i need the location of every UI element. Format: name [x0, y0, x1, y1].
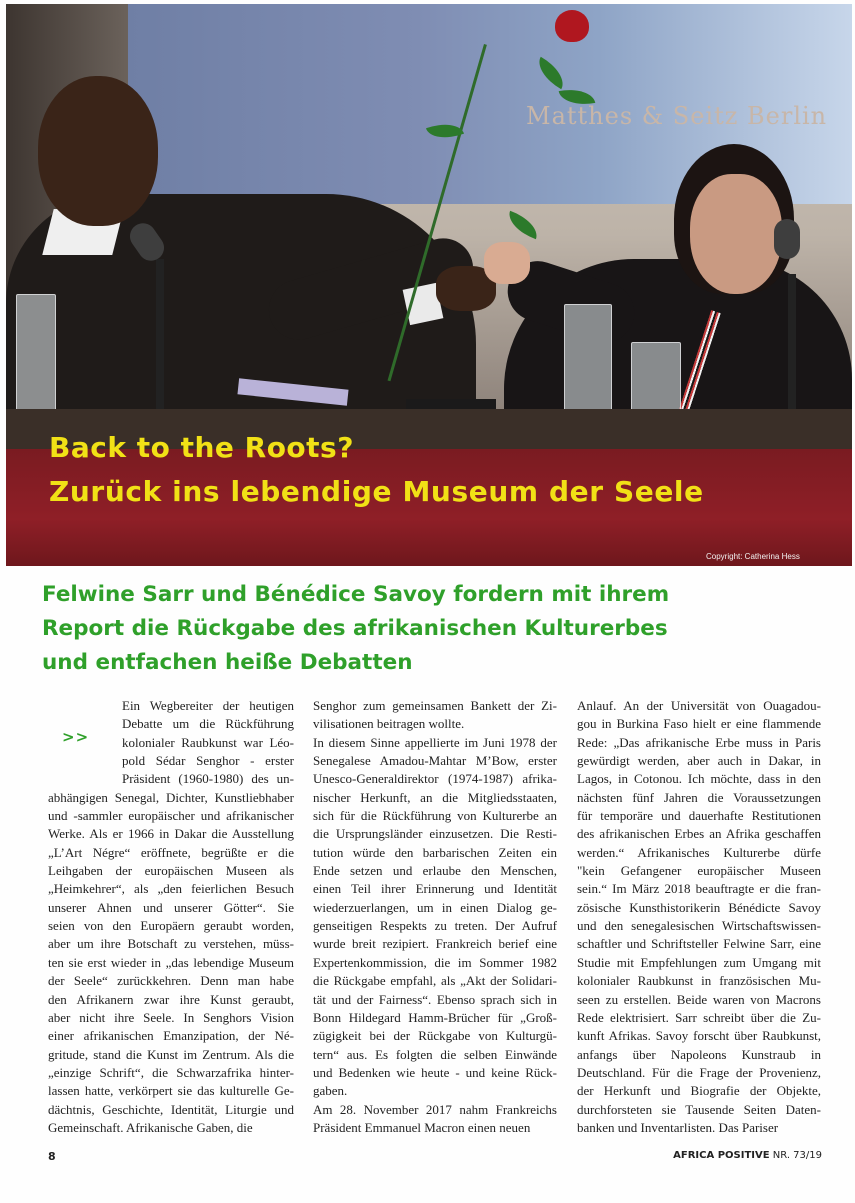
text-line: kolonialer Raubkunst in französischen Mu-: [577, 973, 821, 989]
text-line: Debatte um die Rückführung: [122, 716, 294, 732]
text-line: lassen hatte, verkörpert sie das kulturelle Ge-: [48, 1083, 294, 1099]
text-column-2: [313, 697, 557, 1137]
text-line: die Rückgabe empfahl, als „Akt der Solidari-: [313, 973, 557, 989]
text-line: seen zu erstellen. Beide waren von Macrons: [577, 991, 821, 1007]
man-head: [38, 76, 158, 226]
text-line: kunft Afrikas. Savoy forscht über Raubkunst,: [577, 1028, 821, 1044]
text-line: vilisationen beitragen wollte.: [313, 716, 465, 732]
text-line: aber um ihre Botschaft zu verstehen, müss-: [48, 936, 294, 952]
text-column-1: [48, 697, 294, 1137]
text-line: In diesem Sinne appellierte im Juni 1978 der: [313, 734, 557, 750]
text-line: unserer Ahnen und unserer Götter“. Sie: [48, 899, 294, 915]
text-line: und den senegalesischen Wirtschaftswissen-: [577, 918, 821, 934]
text-column-3: [577, 697, 821, 1137]
text-line: Expertenkommission, die im Sommer 1982: [313, 954, 557, 970]
text-line: Senghor zum gemeinsamen Bankett der Zi-: [313, 698, 557, 713]
text-line: nischer Herkunft, an die Mitgliedsstaaten,: [313, 789, 557, 805]
text-line: Gemeinschaft. Afrikanische Gaben, die: [48, 1119, 253, 1135]
text-line: den Afrikanern zwar ihre Kunst geraubt,: [48, 991, 294, 1007]
woman-hand: [484, 242, 530, 284]
text-line: nächsten fünf Jahren die Voraussetzungen: [577, 789, 821, 805]
column-body: [48, 789, 294, 1138]
headline-line-2: Zurück ins lebendige Museum der Seele: [49, 475, 704, 508]
text-line: Präsident (1960-1980) des un-: [122, 771, 294, 787]
text-line: werden.“ Afrikanisches Kulturerbe dürfe: [577, 844, 821, 860]
text-line: pold Sédar Senghor - erster: [122, 753, 294, 769]
text-line: Werke. Als er 1966 in Dakar die Ausstellung: [48, 826, 294, 842]
text-line: Unesco-Generaldirektor (1974-1987) afrika-: [313, 771, 557, 787]
photo-copyright: Copyright: Catherina Hess: [706, 552, 800, 561]
text-line: Ein Wegbereiter der heutigen: [122, 698, 294, 713]
text-line: der Herkunft und Biografie der Objekte,: [577, 1083, 821, 1099]
text-line: des afrikanischen Erbes an Afrika geschaffen: [577, 826, 821, 842]
microphone-stand-right: [788, 274, 796, 414]
text-line: einer afrikanischen Emanzipation, der Né-: [48, 1028, 294, 1044]
text-line: Anlauf. An der Universität von Ouagadou-: [577, 698, 821, 713]
water-carafe-left: [16, 294, 56, 416]
microphone-right-icon: [774, 219, 800, 259]
headline-line-1: Back to the Roots?: [49, 431, 354, 464]
text-line: dächtnis, Geschichte, Identität, Liturgie und: [48, 1101, 294, 1117]
text-line: Lagos, in Cotonou. Ich möchte, dass in den: [577, 771, 821, 787]
text-line: gou in Burkina Faso hielt er eine flammende: [577, 716, 821, 732]
article-marker: >>: [62, 728, 90, 746]
text-line: zügigkeit bei der Rückgabe von Kulturgü-: [313, 1028, 557, 1044]
text-line: schaftler und Schriftsteller Felwine Sarr, eine: [577, 936, 821, 952]
text-line: wiederzuerlangen, um in einen Dialog ge-: [313, 899, 557, 915]
projection-screen-text: Matthes & Seitz Berlin: [526, 102, 828, 130]
text-line: gewürdigt werden, aber auch in Dakar, in: [577, 753, 821, 769]
text-line: die Ursprungsländer einzusetzen. Die Resti-: [313, 826, 557, 842]
text-line: sein.“ Im März 2018 beauftragte er die fran-: [577, 881, 821, 897]
woman-face: [690, 174, 782, 294]
text-line: für temporäre und dauerhafte Restitutionen: [577, 808, 821, 824]
text-line: Rede elektrisiert. Sarr schreibt über die Zu-: [577, 1009, 821, 1025]
text-line: zösische Kunsthistorikerin Bénédicte Savoy: [577, 899, 821, 915]
article-headline: [49, 426, 704, 514]
text-line: Am 28. November 2017 nahm Frankreichs: [313, 1101, 557, 1117]
text-line: gaben.: [313, 1083, 348, 1099]
text-line: kolonialer Raubkunst war Léo-: [122, 734, 294, 750]
header-photo: [6, 4, 852, 566]
text-line: abhängigen Senegal, Dichter, Kunstliebhaber: [48, 789, 294, 805]
text-line: „L’Art Négre“ eröffnete, begrüßte er die: [48, 844, 294, 860]
microphone-stand-left: [156, 259, 164, 409]
text-line: seien von den Europäern geraubt worden,: [48, 918, 294, 934]
text-line: tät und der Fairness“. Ebenso sprach sich in: [313, 991, 557, 1007]
subtitle-line: Felwine Sarr und Bénédice Savoy fordern mit ihrem: [42, 582, 670, 607]
text-line: der Seele“ zurückkehren. Denn man habe: [48, 973, 294, 989]
text-line: Rede: „Das afrikanische Erbe muss in Paris: [577, 734, 821, 750]
lead-paragraph: [48, 697, 294, 789]
text-line: „Heimkehrer“, als „den feierlichen Besuch: [48, 881, 294, 897]
text-line: und -sammler europäischer und afrikanischer: [48, 808, 294, 824]
text-line: Bonn Hildegard Hamm-Brücher für „Groß-: [313, 1009, 557, 1025]
magazine-name: AFRICA POSITIVE: [673, 1150, 770, 1161]
text-line: aber nicht ihre Seele. In Senghors Vision: [48, 1009, 294, 1025]
text-line: anfangs über Napoleons Kunstraub in: [577, 1046, 821, 1062]
rose-icon: [555, 10, 589, 42]
text-line: Studie mit Empfehlungen zum Umgang mit: [577, 954, 821, 970]
text-line: Senegalese Amadou-Mahtar M’Bow, erster: [313, 753, 557, 769]
issue-number: NR. 73/19: [772, 1150, 822, 1161]
text-line: wurde breit rezipiert. Frankreich berief eine: [313, 936, 557, 952]
text-line: tution würde den barbarischen Zeiten ein: [313, 844, 557, 860]
magazine-footer: [673, 1150, 822, 1161]
text-line: "kein Gefangener europäischer Museen: [577, 863, 821, 879]
text-line: durchforsteten sie Tausende Seiten Daten-: [577, 1101, 821, 1117]
text-line: banken und Inventarlisten. Das Pariser: [577, 1119, 779, 1135]
text-line: „einzige Schrift“, die Schwarzafrika hinter-: [48, 1064, 294, 1080]
text-line: tern“ aus. Es folgten die selben Einwände: [313, 1046, 557, 1062]
water-carafe-right: [564, 304, 612, 426]
text-line: Präsident Emmanuel Macron einen neuen: [313, 1119, 531, 1135]
text-line: einen Teil ihrer Erinnerung und Identität: [313, 881, 557, 897]
text-line: sich für die Rückführung von Kulturerbe an: [313, 808, 557, 824]
text-line: gritude, stand die Kunst im Zentrum. Als die: [48, 1046, 294, 1062]
text-line: ten sie erst wieder in „das lebendige Museum: [48, 954, 294, 970]
text-line: Leihgaben der europäischen Museen als: [48, 863, 294, 879]
page-number: 8: [48, 1150, 56, 1163]
text-line: Ende setzen und erlaube den Menschen,: [313, 863, 557, 879]
subtitle-line: und entfachen heiße Debatten: [42, 650, 413, 675]
article-subtitle: [42, 578, 822, 680]
subtitle-line: Report die Rückgabe des afrikanischen Kulturerbes: [42, 616, 668, 641]
text-line: und Bedenken wie heute - und keine Rück-: [313, 1064, 557, 1080]
text-line: Deutschland. Für die Frage der Provenienz,: [577, 1064, 821, 1080]
text-line: genseitigen Respekts zu treten. Der Aufruf: [313, 918, 557, 934]
